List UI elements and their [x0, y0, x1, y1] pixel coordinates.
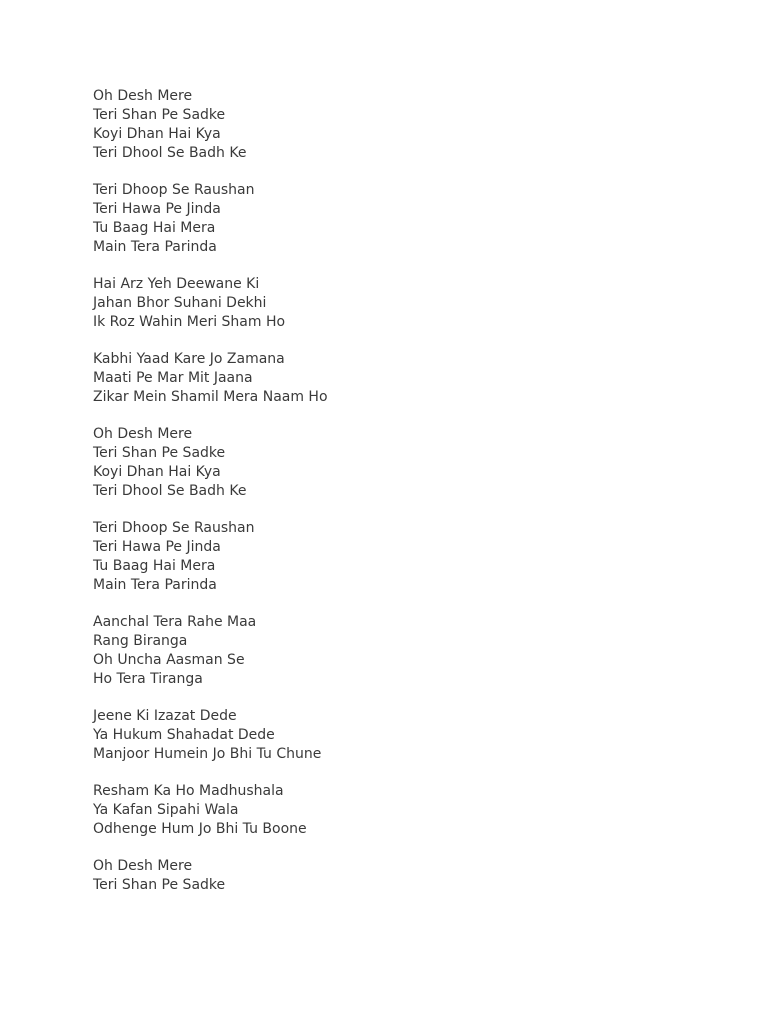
lyric-line: Ik Roz Wahin Meri Sham Ho — [93, 314, 286, 330]
lyric-line: Ho Tera Tiranga — [93, 671, 203, 687]
lyric-line: Manjoor Humein Jo Bhi Tu Chune — [93, 746, 322, 762]
lyric-line: Rang Biranga — [93, 633, 188, 649]
lyric-line: Teri Dhool Se Badh Ke — [93, 145, 247, 161]
lyric-line: Jahan Bhor Suhani Dekhi — [93, 295, 267, 311]
stanza — [93, 519, 693, 595]
lyric-line: Tu Baag Hai Mera — [93, 220, 216, 236]
lyric-line: Tu Baag Hai Mera — [93, 558, 216, 574]
lyric-line: Teri Dhool Se Badh Ke — [93, 483, 247, 499]
stanza — [93, 275, 693, 332]
lyrics-body — [93, 87, 693, 913]
lyric-line: Odhenge Hum Jo Bhi Tu Boone — [93, 821, 307, 837]
lyric-line: Oh Desh Mere — [93, 88, 193, 104]
lyric-line: Teri Shan Pe Sadke — [93, 107, 226, 123]
lyric-line: Main Tera Parinda — [93, 577, 217, 593]
lyric-line: Oh Uncha Aasman Se — [93, 652, 245, 668]
lyric-line: Zikar Mein Shamil Mera Naam Ho — [93, 389, 328, 405]
lyric-line: Resham Ka Ho Madhushala — [93, 783, 284, 799]
lyric-line: Main Tera Parinda — [93, 239, 217, 255]
lyric-line: Koyi Dhan Hai Kya — [93, 464, 221, 480]
stanza — [93, 425, 693, 501]
stanza — [93, 857, 693, 895]
lyric-line: Kabhi Yaad Kare Jo Zamana — [93, 351, 285, 367]
lyric-line: Hai Arz Yeh Deewane Ki — [93, 276, 260, 292]
lyric-line: Koyi Dhan Hai Kya — [93, 126, 221, 142]
stanza — [93, 181, 693, 257]
lyric-line: Teri Dhoop Se Raushan — [93, 182, 255, 198]
lyric-line: Teri Hawa Pe Jinda — [93, 201, 221, 217]
stanza — [93, 782, 693, 839]
stanza — [93, 707, 693, 764]
lyric-line: Aanchal Tera Rahe Maa — [93, 614, 257, 630]
lyric-line: Ya Hukum Shahadat Dede — [93, 727, 275, 743]
lyric-line: Maati Pe Mar Mit Jaana — [93, 370, 253, 386]
lyric-line: Teri Shan Pe Sadke — [93, 877, 226, 893]
lyric-line: Jeene Ki Izazat Dede — [93, 708, 237, 724]
stanza — [93, 87, 693, 163]
lyric-line: Teri Hawa Pe Jinda — [93, 539, 221, 555]
stanza — [93, 350, 693, 407]
lyric-line: Oh Desh Mere — [93, 858, 193, 874]
lyric-line: Teri Dhoop Se Raushan — [93, 520, 255, 536]
lyric-line: Teri Shan Pe Sadke — [93, 445, 226, 461]
lyric-line: Ya Kafan Sipahi Wala — [93, 802, 239, 818]
stanza — [93, 613, 693, 689]
lyric-line: Oh Desh Mere — [93, 426, 193, 442]
